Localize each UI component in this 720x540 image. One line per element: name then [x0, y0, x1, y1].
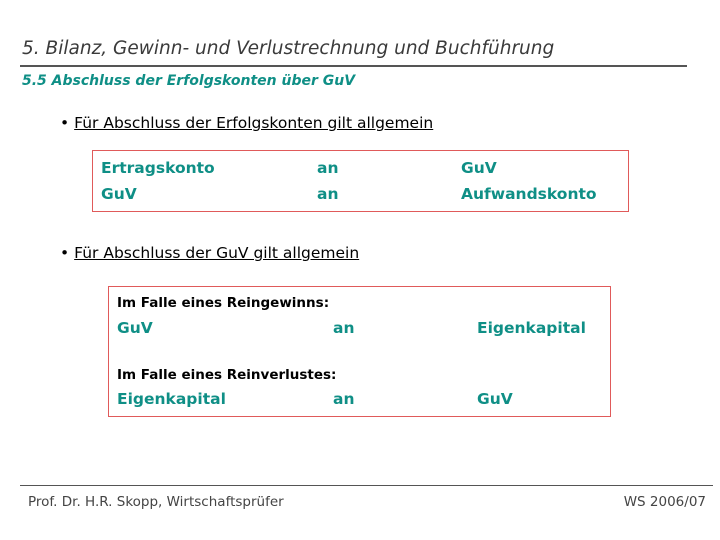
slide-subtitle: 5.5 Abschluss der Erfolgskonten über GuV	[22, 73, 356, 89]
bullet-dot-icon: •	[60, 114, 70, 132]
case-heading-reingewinn: Im Falle eines Reingewinns:	[117, 295, 330, 311]
bullet-guv	[60, 244, 359, 262]
bullet-dot-icon: •	[60, 244, 70, 262]
booking-debit: Ertragskonto	[101, 159, 215, 177]
bullet-erfolgskonten	[60, 114, 433, 132]
booking-debit: GuV	[117, 319, 153, 337]
footer-term: WS 2006/07	[623, 494, 706, 510]
booking-credit: GuV	[477, 390, 513, 408]
booking-debit: GuV	[101, 185, 137, 203]
slide-title: 5. Bilanz, Gewinn- und Verlustrechnung und Buchführung	[22, 38, 555, 59]
booking-an: an	[333, 390, 355, 408]
footer-author: Prof. Dr. H.R. Skopp, Wirtschaftsprüfer	[28, 494, 284, 510]
title-divider	[20, 65, 687, 67]
case-heading-reinverlust: Im Falle eines Reinverlustes:	[117, 367, 337, 383]
footer-divider	[20, 485, 713, 486]
bullet-text: Für Abschluss der Erfolgskonten gilt allgemein	[74, 114, 434, 132]
booking-box-erfolgskonten	[92, 150, 629, 212]
booking-an: an	[317, 185, 339, 203]
booking-box-guv	[108, 286, 611, 417]
booking-an: an	[317, 159, 339, 177]
booking-credit: GuV	[461, 159, 497, 177]
booking-debit: Eigenkapital	[117, 390, 226, 408]
booking-an: an	[333, 319, 355, 337]
booking-credit: Aufwandskonto	[461, 185, 597, 203]
bullet-text: Für Abschluss der GuV gilt allgemein	[74, 244, 360, 262]
booking-credit: Eigenkapital	[477, 319, 586, 337]
